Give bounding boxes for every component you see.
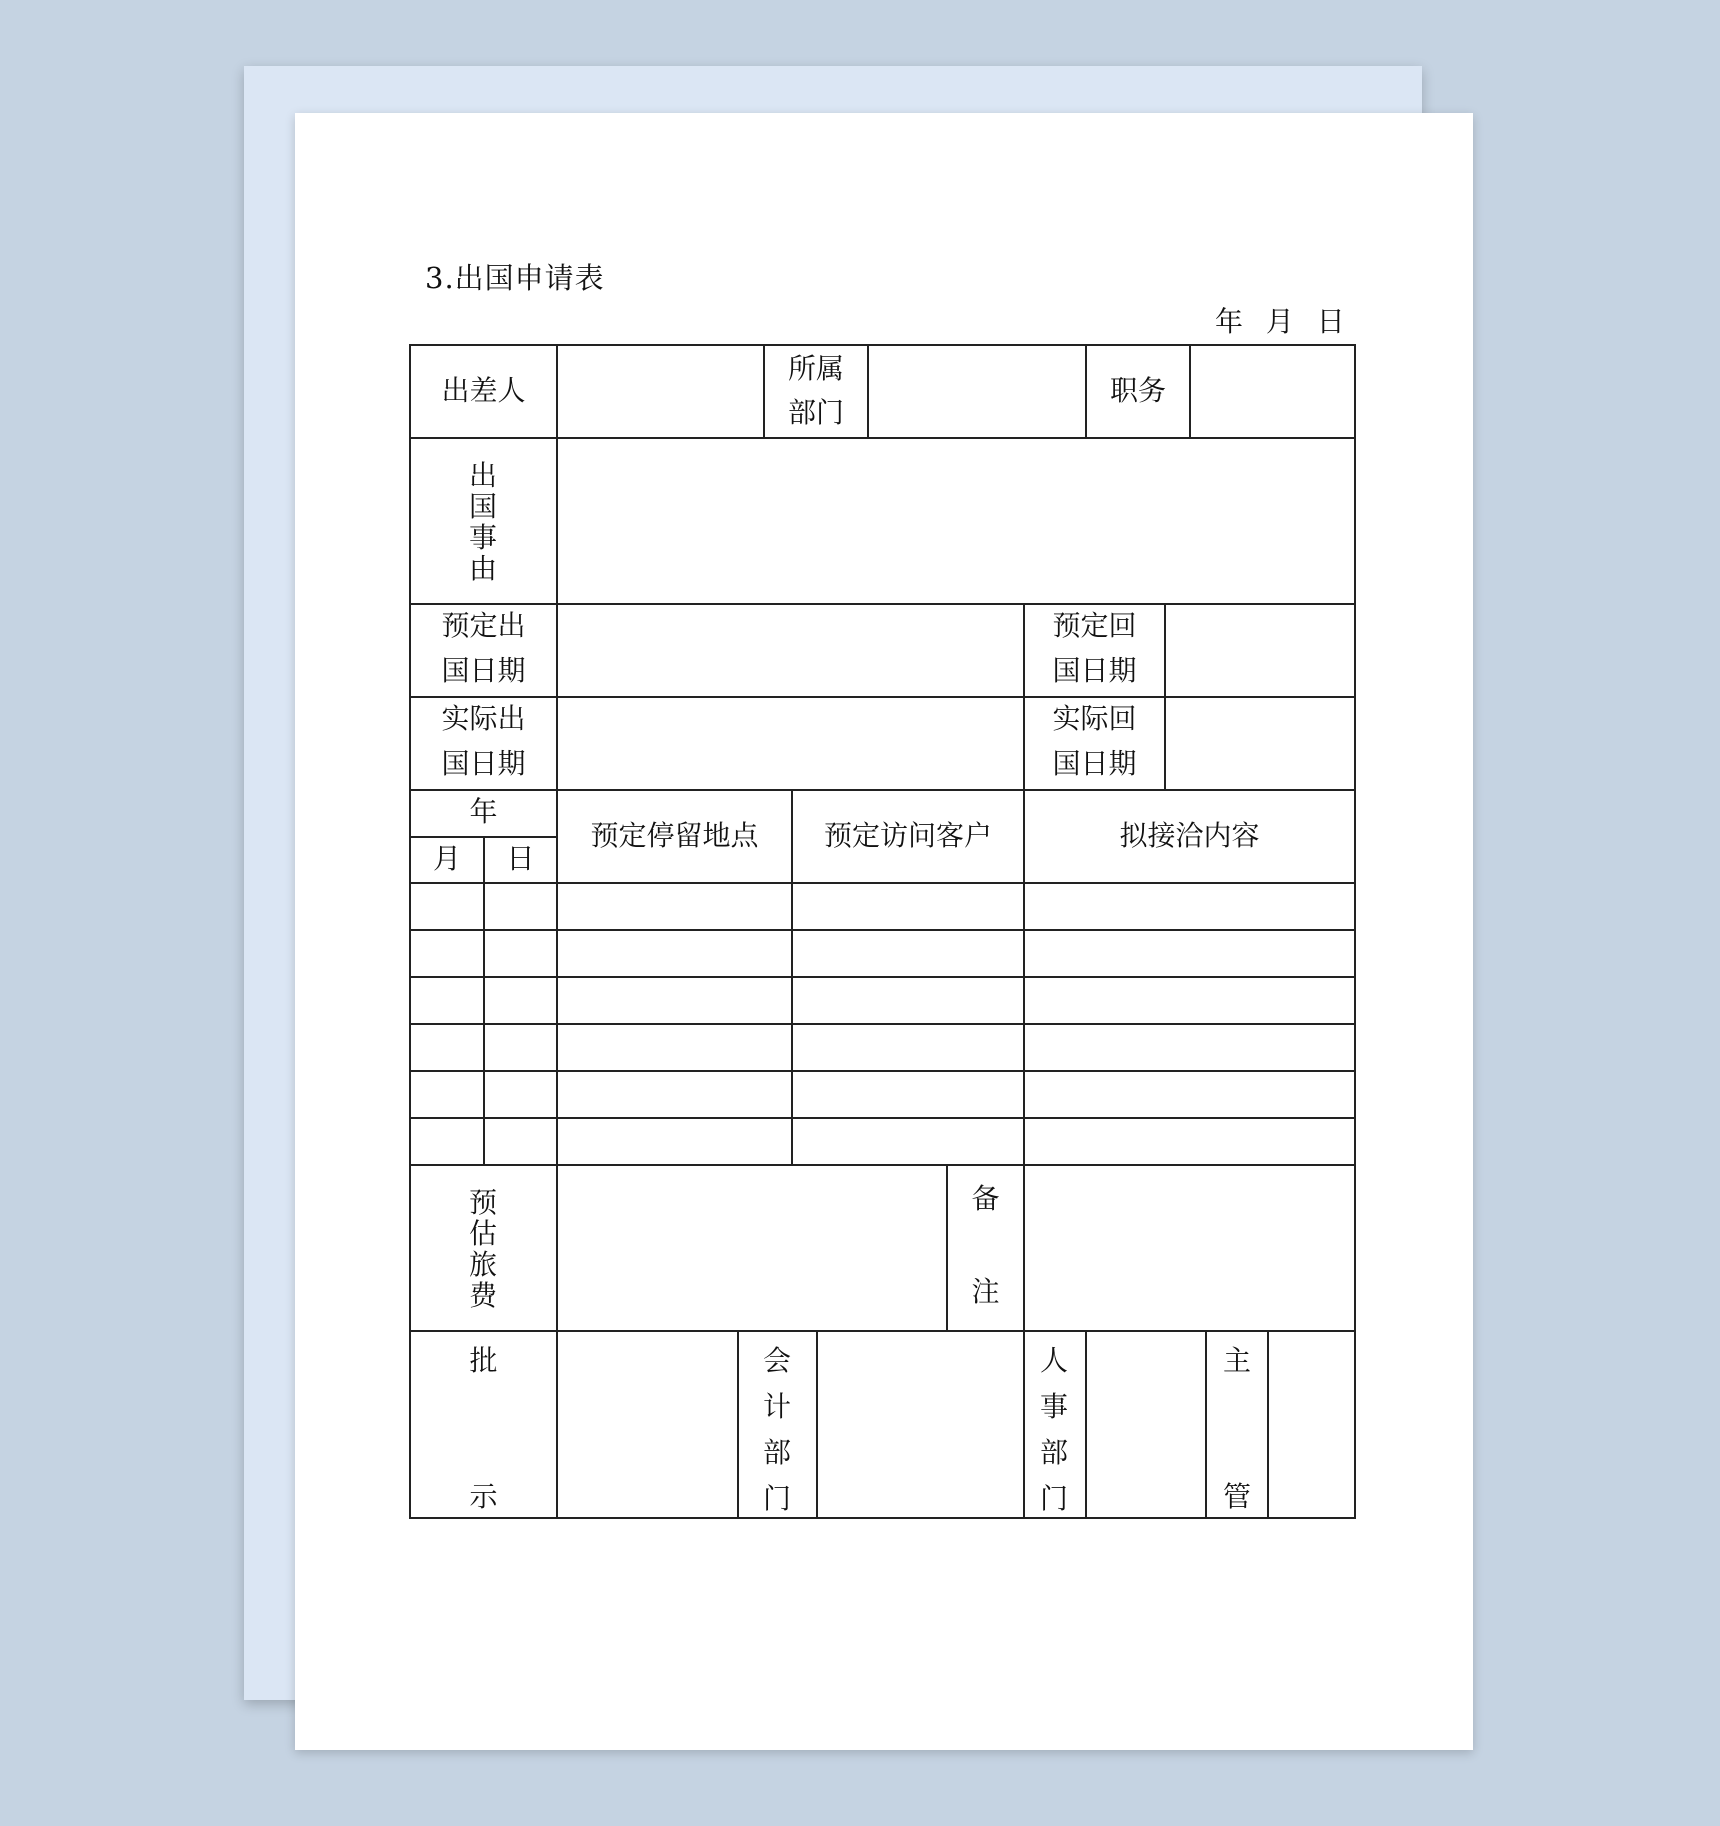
planned-return-label-line2: 国日期 [1052,654,1137,687]
col-divider [816,1330,818,1517]
row-divider [411,1164,1354,1166]
application-form-table [409,344,1356,1519]
row-divider [411,882,1354,884]
actual-return-label-line2: 国日期 [1052,747,1137,780]
planned-depart-label-line2: 国日期 [441,654,526,687]
reason-label: 出 国 事 由 [468,459,497,585]
planned-return-label-line1: 预定回 [1052,609,1137,642]
row-divider [411,929,1354,931]
actual-depart-label-line2: 国日期 [441,747,526,780]
remark-label-line1: 备 [971,1182,1000,1215]
col-divider [556,1330,558,1517]
row-divider [411,1117,1354,1119]
col-divider [556,1164,558,1330]
col-divider [1023,1164,1025,1330]
col-divider [483,836,485,1164]
actual-depart-label-line1: 实际出 [441,702,526,735]
row-divider [411,976,1354,978]
negotiation-content-header: 拟接洽内容 [1119,819,1260,852]
col-divider [1267,1330,1269,1517]
stay-place-header: 预定停留地点 [590,819,759,852]
traveler-label: 出差人 [441,374,526,407]
date-line: 年 月 日 [1215,305,1345,338]
day-label: 日 [506,842,535,875]
month-label: 月 [432,842,461,875]
row-divider [411,1330,1354,1332]
department-label-line1: 所属 [787,352,844,385]
col-divider [1189,346,1191,437]
manager-label-line2: 管 [1222,1480,1251,1513]
position-label: 职务 [1109,374,1166,407]
col-divider [737,1330,739,1517]
col-divider [556,603,558,789]
row-divider [411,1023,1354,1025]
visit-client-header: 预定访问客户 [823,819,992,852]
col-divider [867,346,869,437]
department-label-line2: 部门 [787,396,844,429]
approval-label-line1: 批 [469,1344,498,1377]
col-divider [1164,603,1166,789]
approval-label-line2: 示 [469,1480,498,1513]
year-label: 年 [469,795,498,828]
col-divider [1085,1330,1087,1517]
col-divider [1023,1330,1025,1517]
row-divider [411,1070,1354,1072]
col-divider [556,437,558,603]
remark-label-line2: 注 [971,1275,1000,1308]
accounting-dept-label: 会 计 部 门 [762,1344,791,1515]
document-title: 3.出国申请表 [425,261,605,295]
estimated-cost-label: 预 估 旅 费 [468,1186,497,1312]
planned-depart-label-line1: 预定出 [441,609,526,642]
actual-return-label-line1: 实际回 [1052,702,1137,735]
manager-label-line1: 主 [1222,1344,1251,1377]
col-divider [556,346,558,437]
row-divider [411,437,1354,439]
hr-dept-label: 人 事 部 门 [1039,1344,1068,1515]
